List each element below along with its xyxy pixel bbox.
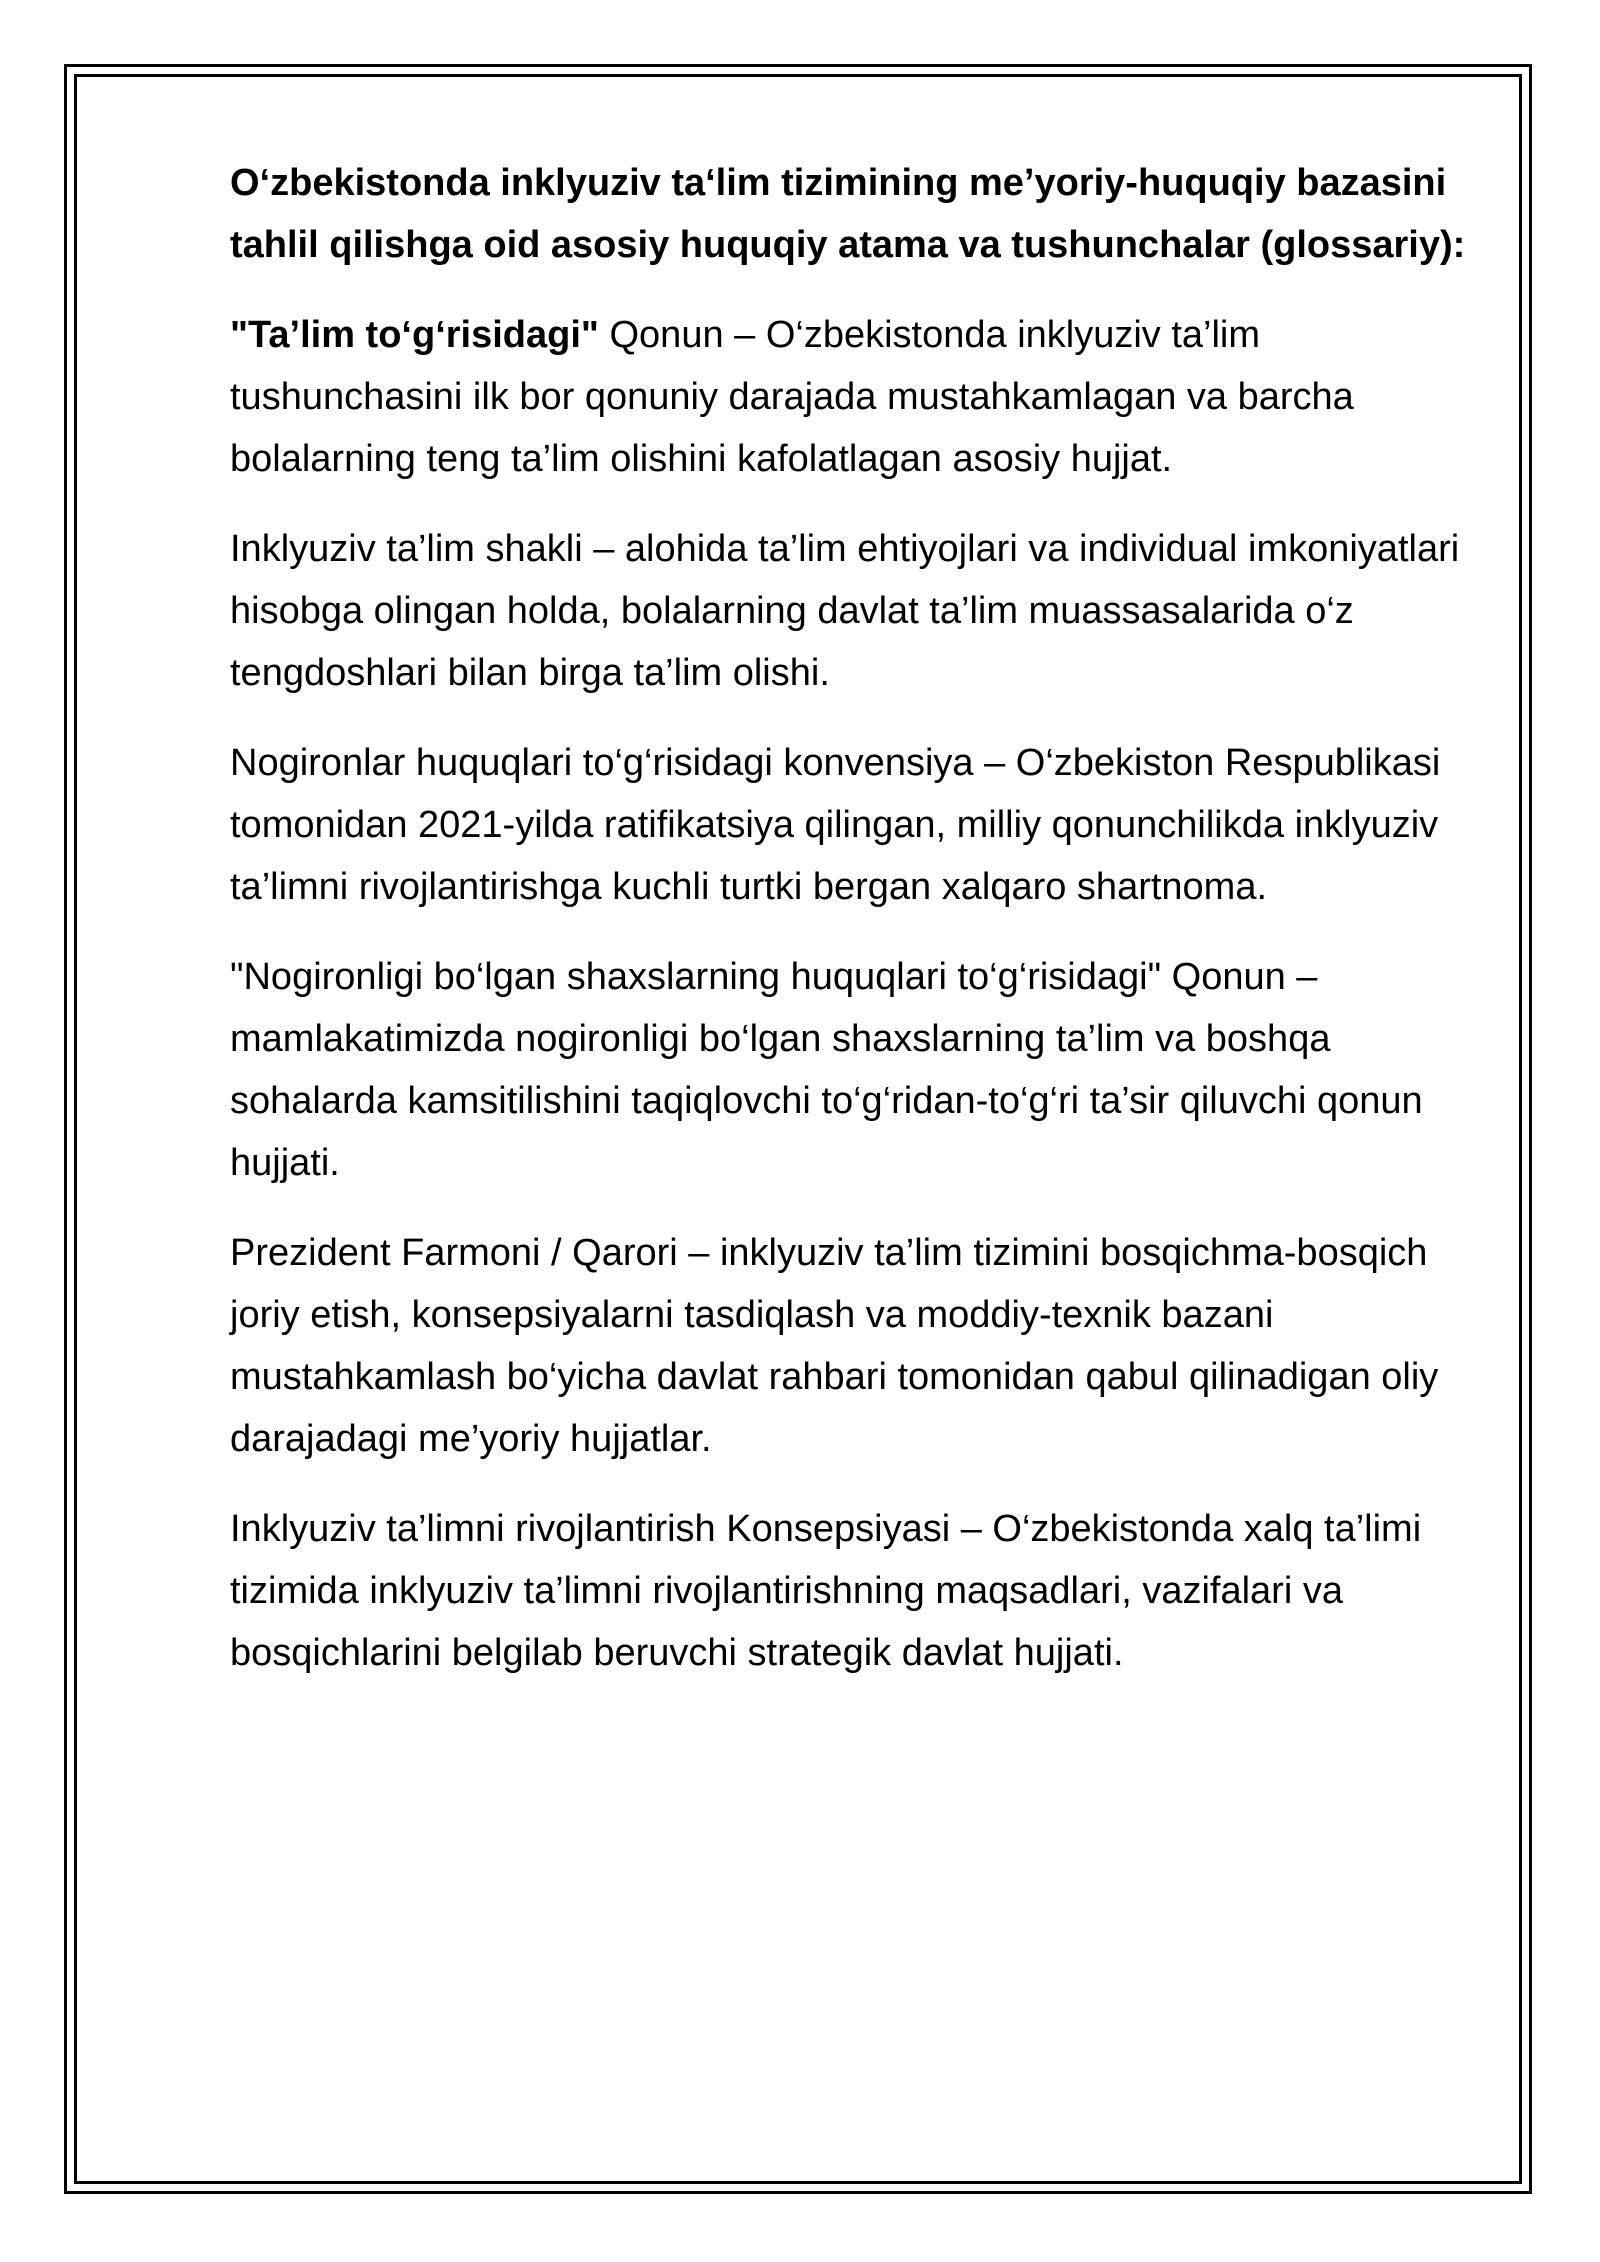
glossary-entry-inklyuziv-shakli: Inklyuziv ta’lim shakli – alohida ta’lim ehtiyojlari va individual imkoniyatlari hisobga olingan holda, bolalarning davlat ta’lim muassasalarida o‘z tengdoshlari bilan birga ta’lim olishi. — [230, 528, 1460, 694]
glossary-entry-konvensiya: Nogironlar huquqlari to‘g‘risidagi konvensiya – O‘zbekiston Respublikasi tomonidan 2021-yilda ratifikatsiya qilingan, milliy qonunchilikda inklyuziv ta’limni rivojlantirishga kuchli turtki bergan xalqaro shartnoma. — [230, 742, 1441, 908]
glossary-entry-talim-qonuni — [230, 304, 1500, 490]
glossary-definition: Qonun – O‘zbekistonda inklyuziv ta’lim tushunchasini ilk bor qonuniy darajada mustahkamlagan va barcha bolalarning teng ta’lim olishini kafolatlagan asosiy hujjat. — [230, 314, 1354, 480]
glossary-entry-konsepsiya: Inklyuziv ta’limni rivojlantirish Konsepsiyasi – O‘zbekistonda xalq ta’limi tizimida inklyuziv ta’limni rivojlantirishning maqsadlari, vazifalari va bosqichlarini belgilab beruvchi strategik davlat hujjati. — [230, 1508, 1422, 1674]
glossary-entry-nogironlik-qonuni: "Nogironligi bo‘lgan shaxslarning huquqlari to‘g‘risidagi" Qonun – mamlakatimizda nogironligi bo‘lgan shaxslarning ta’lim va boshqa sohalarda kamsitilishini taqiqlovchi to‘g‘ridan-to‘g‘ri ta’sir qiluvchi qonun hujjati. — [230, 956, 1423, 1184]
glossary-term-bold: "Ta’lim to‘g‘risidagi" — [230, 314, 599, 356]
glossary-entry-prezident-farmoni: Prezident Farmoni / Qarori – inklyuziv ta’lim tizimini bosqichma-bosqich joriy etish, konsepsiyalarni tasdiqlash va moddiy-texnik bazani mustahkamlash bo‘yicha davlat rahbari tomonidan qabul qilinadigan oliy darajadagi me’yoriy hujjatlar. — [230, 1232, 1439, 1460]
document-body — [230, 152, 1500, 1712]
document-heading: O‘zbekistonda inklyuziv ta‘lim tizimining me’yoriy-huquqiy bazasini tahlil qilishga oid asosiy huquqiy atama va tushunchalar (glossariy): — [230, 162, 1466, 266]
